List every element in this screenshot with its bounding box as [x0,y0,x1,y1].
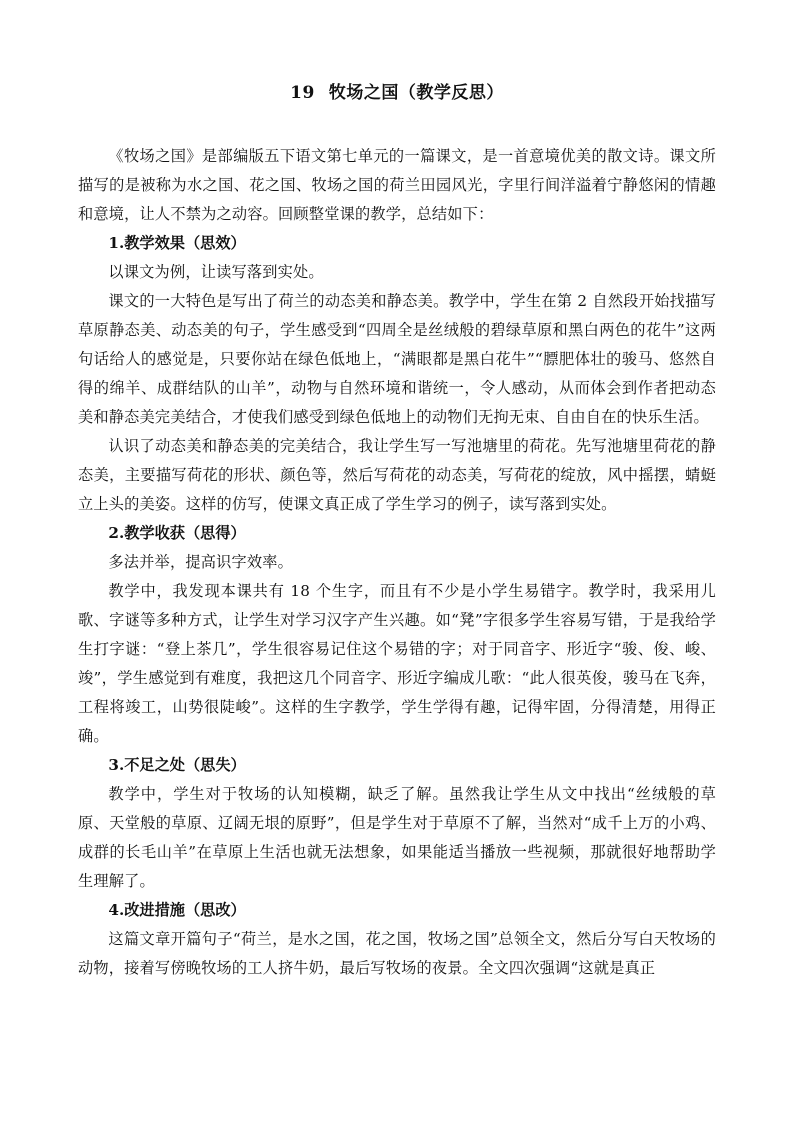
section-heading-gains: 2.教学收获（思得） [108,524,246,542]
section-effect-paragraph-1: 以课文为例，让读写落到实处。 [108,263,324,281]
section-heading-shortcomings: 3.不足之处（思失） [108,756,246,774]
intro-paragraph: 《牧场之国》是部编版五下语文第七单元的一篇课文，是一首意境优美的散文诗。课文所描写的是被称为水之国、花之国、牧场之国的荷兰田园风光，字里行间洋溢着宁静悠闲的情趣和意境，让人不禁为之动容。回顾整堂课的教学，总结如下： [78,147,716,223]
document-title [78,78,716,108]
section-improvements-paragraph-1: 这篇文章开篇句子“荷兰，是水之国，花之国，牧场之国”总领全文，然后分写白天牧场的动物，接着写傍晚牧场的工人挤牛奶，最后写牧场的夜景。全文四次强调“这就是真正 [78,930,716,977]
document-page [78,78,716,983]
section-gains-paragraph-1: 多法并举，提高识字效率。 [108,553,294,571]
section-gains-paragraph-2: 教学中，我发现本课共有 18 个生字，而且有不少是小学生易错字。教学时，我采用儿歌、字谜等多种方式，让学生对学习汉字产生兴趣。如“凳”字很多学生容易写错，于是我给学生打字谜：“登上茶几”，学生很容易记住这个易错的字；对于同音字、形近字“骏、俊、峻、竣”，学生感觉到有难度，我把这几个同音字、形近字编成儿歌：“此人很英俊，骏马在飞奔，工程将竣工，山势很陡峻”。这样的生字教学，学生学得有趣，记得牢固，分得清楚，用得正确。 [78,582,716,745]
section-effect-paragraph-2: 课文的一大特色是写出了荷兰的动态美和静态美。教学中，学生在第 2 自然段开始找描写草原静态美、动态美的句子，学生感受到“四周全是丝绒般的碧绿草原和黑白两色的花牛”这两句话给人的感觉是，只要你站在绿色低地上，“满眼都是黑白花牛”“膘肥体壮的骏马、悠然自得的绵羊、成群结队的山羊”，动物与自然环境和谐统一，令人感动，从而体会到作者把动态美和静态美完美结合，才使我们感受到绿色低地上的动物们无拘无束、自由自在的快乐生活。 [78,292,716,426]
section-heading-effect: 1.教学效果（思效） [108,234,246,252]
title-spacer [78,108,716,142]
title-number: 19 [290,83,315,103]
title-text: 牧场之国（教学反思） [328,83,504,103]
section-heading-improvements: 4.改进措施（思改） [108,901,246,919]
section-shortcomings-paragraph-1: 教学中，学生对于牧场的认知模糊，缺乏了解。虽然我让学生从文中找出“丝绒般的草原、天堂般的草原、辽阔无垠的原野”，但是学生对于草原不了解，当然对“成千上万的小鸡、成群的长毛山羊”在草原上生活也就无法想象，如果能适当播放一些视频，那就很好地帮助学生理解了。 [78,785,716,890]
section-effect-paragraph-3: 认识了动态美和静态美的完美结合，我让学生写一写池塘里的荷花。先写池塘里荷花的静态美，主要描写荷花的形状、颜色等，然后写荷花的动态美，写荷花的绽放，风中摇摆，蜻蜓立上头的美姿。这样的仿写，使课文真正成了学生学习的例子，读写落到实处。 [78,437,716,513]
